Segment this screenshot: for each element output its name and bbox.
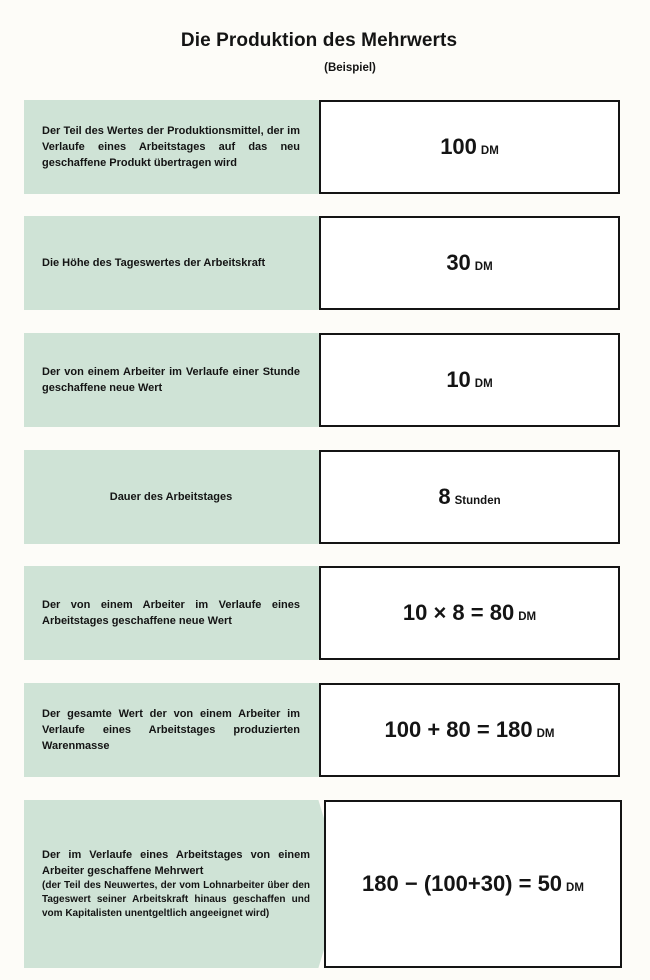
page-subtitle: (Beispiel) (324, 62, 376, 74)
value-text: 8 Stunden (438, 484, 501, 509)
row-new-value-per-day (0, 566, 650, 660)
value-box (324, 800, 622, 968)
unit-text: Stunden (454, 495, 501, 507)
row-label: Die Höhe des Tageswertes der Arbeitskraft (42, 257, 266, 269)
row-production-means (0, 100, 650, 194)
value-box (319, 450, 620, 544)
row-label: Der gesamte Wert der von einem Arbeiter im Verlaufe eines Arbeitstages produzierten Warenmasse (42, 708, 300, 752)
unit-text: DM (518, 611, 537, 623)
value-text: 180 − (100+30) = 50 DM (362, 871, 584, 896)
unit-text: DM (536, 728, 555, 740)
value-box (319, 100, 620, 194)
row-label: Der Teil des Wertes der Produktionsmittel, der im Verlaufe eines Arbeitstages auf das neu geschaffene Produkt übertragen wird (42, 125, 300, 169)
unit-text: DM (480, 145, 499, 157)
row-label: Der von einem Arbeiter im Verlaufe einer Stunde geschaffene neue Wert (42, 366, 300, 394)
row-working-day (0, 450, 650, 544)
value-text: 100 + 80 = 180 DM (384, 717, 555, 742)
row-label: Der im Verlaufe eines Arbeitstages von einem Arbeiter geschaffene Mehrwert (42, 849, 310, 877)
row-value-per-hour (0, 333, 650, 427)
value-box (319, 216, 620, 310)
row-label: Dauer des Arbeitstages (109, 491, 233, 503)
row-label-group (42, 800, 310, 968)
page-title: Die Produktion des Mehrwerts (180, 30, 458, 51)
unit-text: DM (474, 261, 493, 273)
unit-text: DM (474, 378, 493, 390)
value-box (319, 566, 620, 660)
value-text: 30 DM (446, 250, 493, 275)
value-text: 10 × 8 = 80 DM (402, 600, 537, 625)
value-box (319, 683, 620, 777)
row-labor-power-value (0, 216, 650, 310)
row-note: (der Teil des Neuwertes, der vom Lohnarbeiter über den Tageswert seiner Arbeitskraft hinaus geschaffen und vom Kapitalisten unentgeltlich angeeignet wird) (42, 880, 310, 919)
value-text: 100 DM (440, 134, 499, 159)
row-total-value (0, 683, 650, 777)
unit-text: DM (566, 882, 584, 894)
row-surplus-value (0, 800, 650, 968)
value-text: 10 DM (446, 367, 493, 392)
value-box (319, 333, 620, 427)
row-label: Der von einem Arbeiter im Verlaufe eines Arbeitstages geschaffene neue Wert (42, 599, 300, 627)
